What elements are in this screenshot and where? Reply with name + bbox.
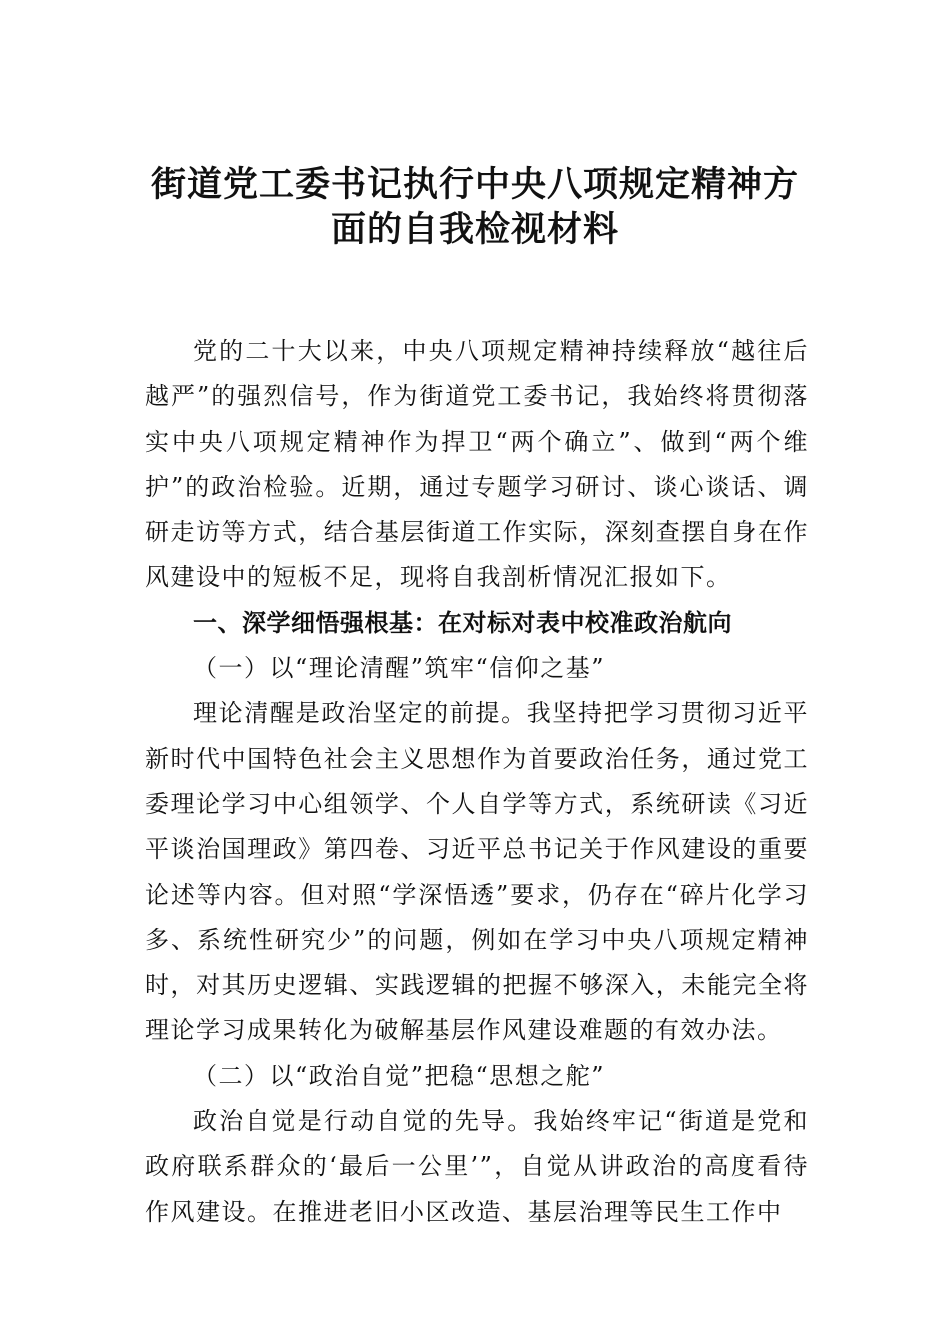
subsection-1-paragraph: 理论清醒是政治坚定的前提。我坚持把学习贯彻习近平新时代中国特色社会主义思想作为首要政治任务，通过党工委理论学习中心组领学、个人自学等方式，系统研读《习近平谈治国理政》第四卷、习近平总书记关于作风建设的重要论述等内容。但对照“学深悟透”要求，仍存在“碎片化学习多、系统性研究少”的问题，例如在学习中央八项规定精神时，对其历史逻辑、实践逻辑的把握不够深入，未能完全将理论学习成果转化为破解基层作风建设难题的有效办法。 xyxy=(145,699,809,1045)
subsection-2-paragraph: 政治自觉是行动自觉的先导。我始终牢记“街道是党和政府联系群众的‘最后一公里’”，自觉从讲政治的高度看待作风建设。在推进老旧小区改造、基层治理等民生工作中 xyxy=(145,1107,809,1226)
document-body xyxy=(145,329,809,1235)
subsection-2-heading: （二）以“政治自觉”把稳“思想之舵” xyxy=(193,1061,606,1090)
intro-paragraph: 党的二十大以来，中央八项规定精神持续释放“越往后越严”的强烈信号，作为街道党工委书记，我始终将贯彻落实中央八项规定精神作为捍卫“两个确立”、做到“两个维护”的政治检验。近期，通过专题学习研讨、谈心谈话、调研走访等方式，结合基层街道工作实际，深刻查摆自身在作风建设中的短板不足，现将自我剖析情况汇报如下。 xyxy=(145,337,809,592)
subsection-1-heading: （一）以“理论清醒”筑牢“信仰之基” xyxy=(193,654,606,683)
section-1-heading: 一、深学细悟强根基：在对标对表中校准政治航向 xyxy=(193,608,732,637)
document-title-line-1: 街道党工委书记执行中央八项规定精神方 xyxy=(150,164,799,205)
document-title-line-2: 面的自我检视材料 xyxy=(330,209,619,250)
